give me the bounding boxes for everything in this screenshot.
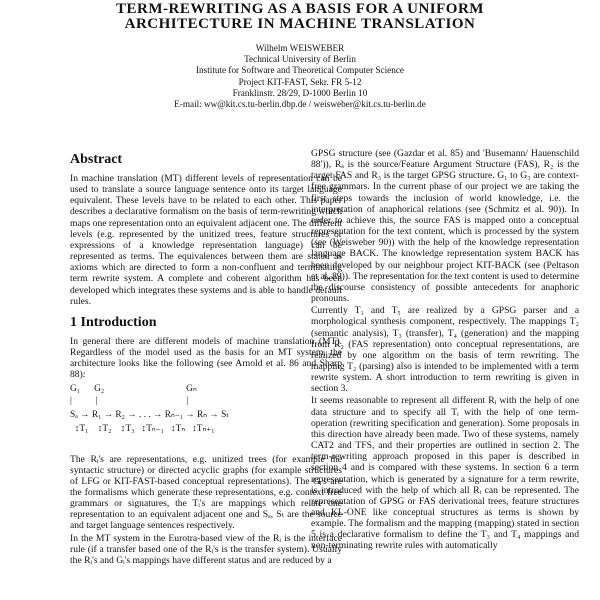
author-block <box>0 43 600 110</box>
author-address: Franklinstr. 28/29, D-1000 Berlin 10 <box>232 87 368 98</box>
author-affiliation: Technical University of Berlin <box>244 54 356 65</box>
abstract-text: In machine translation (MT) different levels of representation can be used to translate a source language sentence onto its target language equivalent. These levels have to be related to each other. This paper describes a declarative formalism on the basis of term-rewriting which maps one representation onto an equivalent adjacent one. The different levels (e.g. represented by the unitized trees, feature structures or expressions of a knowledge representation language) can be represented as terms. The equivalences between them are stated as axioms which are directed to form a non-confluent and terminating term rewrite system. A complete and coherent algorithm has been developed which integrates these systems and is able to handle default rules. <box>70 173 342 307</box>
author-institute: Institute for Software and Theoretical Computer Science <box>195 65 404 76</box>
diagram-mappings-row: ↕T₁ ↕T₂ ↕T₃ ↕Tₙ₋₁ ↕Tₙ ↕Tₙ₊₁ <box>70 423 215 434</box>
right-paragraph-1: GPSG structure (see (Gazdar et al. 85) and 'Busemann/ Hauenschild 88')), Rₐ is the source/Feature Argument Structure (FAS), R₂ is the target FAS and R₃ is the target GPSG structure. G₁ to G₃ are context-free grammars. In the current phase of our project we are taking the first steps towards the inclusion of world knowledge, i.e. the interpretation of anaphorical relations (see (Schmitz et al. 90)). In order to achieve this, the source FAS is mapped onto a conceptual representation for the text content, which is processed by the system (see (Weisweber 90)) with the help of the knowledge representation language BACK. The knowledge representation system BACK has been developed by our neighbour project KIT-BACK (see (Peltason et al. 89)). The representation for the text content is used to determine the discourse consistency of possible antecedents for anaphoric pronouns. <box>311 148 579 305</box>
intro-paragraph-1: In general there are different models of machine translation (MT). Regardless of the model used as the basis for an MT system, the architecture looks like the following (see Arnold et al. 86 and Sharp 88): <box>70 335 342 381</box>
author-email: E-mail: ww@kit.cs.tu-berlin.dbp.de / weisweber@kit.cs.tu-berlin.de <box>174 99 426 110</box>
right-column <box>311 148 579 553</box>
intro-paragraph-2: The Rᵢ's are representations, e.g. unitized trees (for example the syntactic structure) or directed acyclic graphs (for example structures of LFG or KIT-FAST-based conceptual representations). The Gᵢ's are the formalisms which generate these representations, e.g. context free grammars or signatures, the Tᵢ's are mappings which relate one representation to an equivalent adjacent one and Sₐ, Sₜ are the source and target language sentences respectively. <box>70 453 342 532</box>
diagram-links-row: | | | <box>70 395 189 406</box>
diagram-representations-row: Sₐ → R₁ → R₂ → . . . → Rₙ₋₁ → Rₙ → Sₜ <box>70 409 230 420</box>
diagram-grammars-row: G₁ G₂ Gₙ <box>70 383 197 394</box>
paper-title-line-2: ARCHITECTURE IN MACHINE TRANSLATION <box>124 16 476 32</box>
right-paragraph-2: Currently T₁ and T₅ are realized by a GPSG parser and a morphological synthesis component, respectively. The mappings T₂ (semantic analysis), T₃ (transfer), T₄ (generation) and the mapping from R₂ (FAS representation) onto conceptual representations, are realized by one algorithm on the basis of term rewriting. The mapping T₂ (parsing) also is intended to be implemented with a term rewrite system. A short introduction to term rewriting is given in section 3. <box>311 305 579 395</box>
architecture-diagram <box>70 384 342 450</box>
author-project: Project KIT-FAST, Sekr. FR 5-12 <box>238 76 362 87</box>
abstract-heading: Abstract <box>70 152 123 167</box>
right-paragraph-3: It seems reasonable to represent all different Rᵢ with the help of one data structure and to specify all Tᵢ with the help of one term-operation (rewriting specification and generation). Some proposals in this direction have already been made. Two of these systems, namely CAT2 and TFS, and their properties are outlined in section 2. The term-rewriting approach proposed in this paper is described in section 4 and is compared with these systems. In section 6 a term representation, which is generated by a signature for a term rewrite, is introduced with the help of which all Rᵢ can be represented. The representation of GPSG or FAS derivational trees, feature structures and KL-ONE like conceptual structures as terms is shown by example. The formalism and the mapping (mapping) stated in section 5 is a declarative formalism to define the T₃ and T₄ mappings and non-terminating rewrite rules with automatically <box>311 395 579 552</box>
intro-paragraph-3: In the MT system in the Eurotra-based view of the Rᵢ is the interface rule (if a transfer based one of the Rᵢ's is the transfer system). Usually the Rᵢ's and Gᵢ's mappings have different status and are reduced by a <box>70 532 342 566</box>
author-name: Wilhelm WEISWEBER <box>255 43 345 53</box>
introduction-heading: 1 Introduction <box>70 314 157 330</box>
paper-title-line-1: TERM-REWRITING AS A BASIS FOR A UNIFORM <box>116 1 484 17</box>
left-column <box>70 150 342 567</box>
